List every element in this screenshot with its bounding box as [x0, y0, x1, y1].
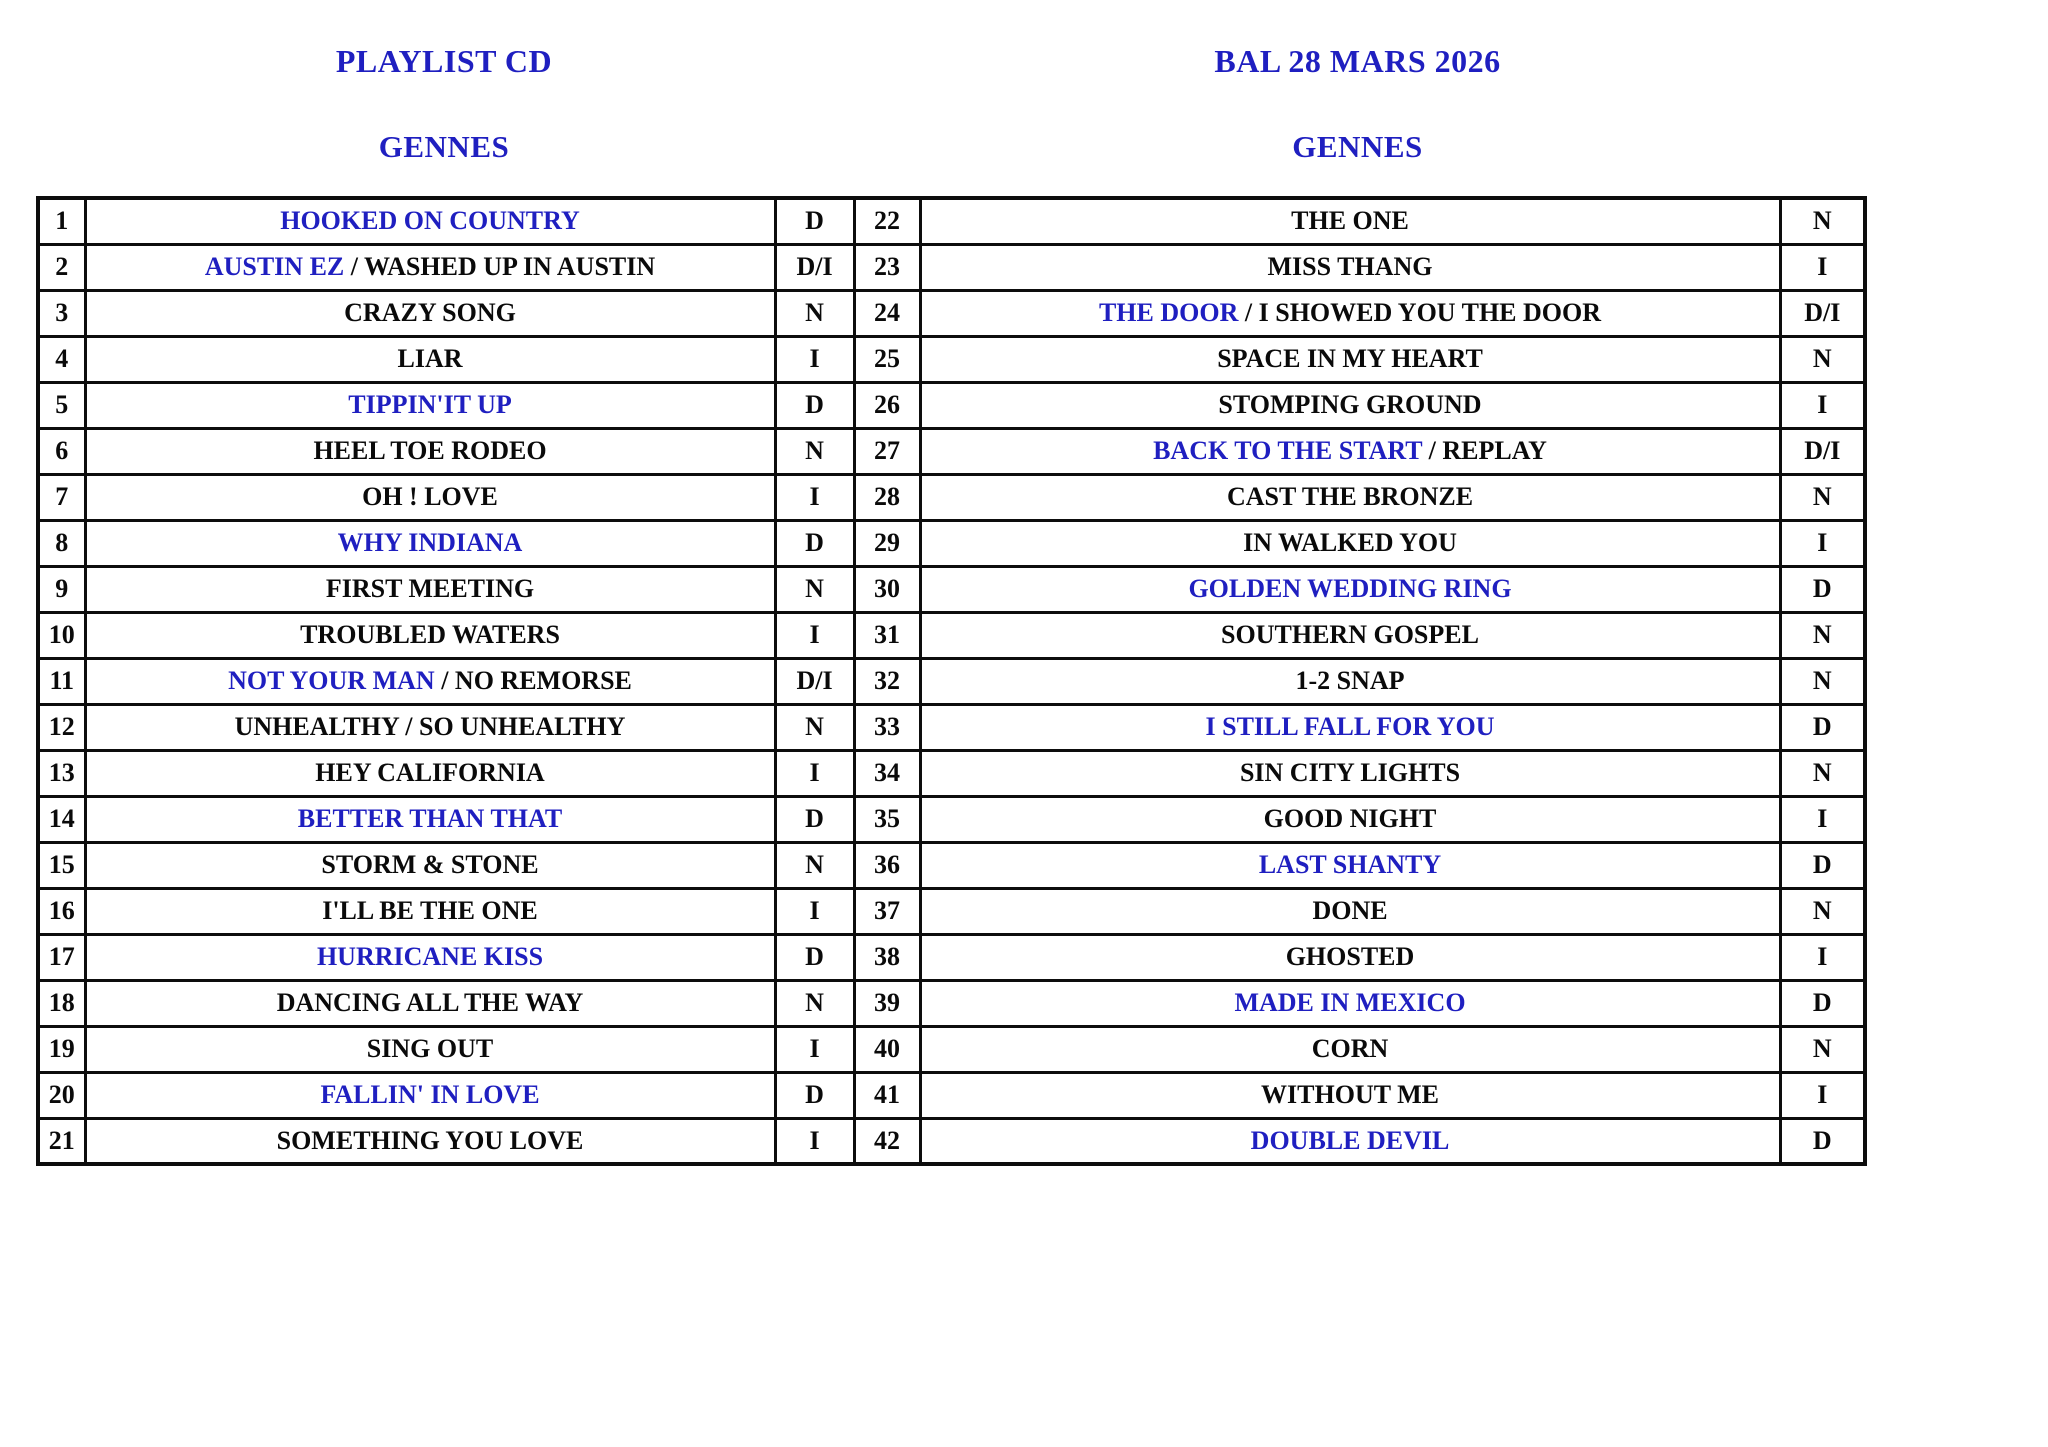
- track-title-highlight: FALLIN' IN LOVE: [320, 1080, 540, 1109]
- left-header-title: PLAYLIST CD: [335, 43, 553, 79]
- table-row: [38, 336, 1865, 382]
- dance-type-code: D: [775, 198, 854, 244]
- track-number: 37: [854, 888, 920, 934]
- dance-type-code: I: [775, 1026, 854, 1072]
- right-header-venue: GENNES: [1292, 129, 1423, 164]
- table-row: [38, 428, 1865, 474]
- table-row: [38, 520, 1865, 566]
- track-title: [920, 888, 1780, 934]
- track-number: 16: [38, 888, 85, 934]
- left-header-venue: GENNES: [378, 129, 510, 164]
- track-number: 7: [38, 474, 85, 520]
- track-title: [920, 842, 1780, 888]
- track-title-highlight: AUSTIN EZ: [204, 252, 345, 281]
- track-title-text: SPACE IN MY HEART: [1217, 344, 1483, 373]
- track-title: [920, 1026, 1780, 1072]
- track-title-text: / I SHOWED YOU THE DOOR: [1238, 298, 1602, 327]
- track-title: [85, 796, 775, 842]
- track-number: 12: [38, 704, 85, 750]
- header-right-column: [852, 0, 1863, 166]
- track-number: 35: [854, 796, 920, 842]
- track-title: [85, 336, 775, 382]
- track-title-text: GHOSTED: [1285, 942, 1415, 971]
- dance-type-code: I: [775, 750, 854, 796]
- track-number: 21: [38, 1118, 85, 1164]
- track-title: [85, 658, 775, 704]
- track-title: [920, 566, 1780, 612]
- table-row: [38, 1072, 1865, 1118]
- track-title: [920, 244, 1780, 290]
- track-number: 36: [854, 842, 920, 888]
- dance-type-code: D: [775, 382, 854, 428]
- dance-type-code: D/I: [775, 244, 854, 290]
- track-number: 9: [38, 566, 85, 612]
- track-title: [85, 428, 775, 474]
- track-title-text: STOMPING GROUND: [1218, 390, 1482, 419]
- track-number: 27: [854, 428, 920, 474]
- dance-type-code: I: [1780, 520, 1865, 566]
- track-title-text: DANCING ALL THE WAY: [276, 988, 584, 1017]
- track-title-text: / NO REMORSE: [434, 666, 632, 695]
- playlist-table: [36, 196, 1867, 1166]
- dance-type-code: D: [1780, 1118, 1865, 1164]
- track-title: [85, 1118, 775, 1164]
- dance-type-code: I: [775, 888, 854, 934]
- dance-type-code: N: [1780, 1026, 1865, 1072]
- dance-type-code: I: [775, 1118, 854, 1164]
- track-number: 19: [38, 1026, 85, 1072]
- dance-type-code: N: [1780, 658, 1865, 704]
- track-title: [920, 198, 1780, 244]
- playlist-table-body: [38, 198, 1865, 1164]
- track-title: [920, 1072, 1780, 1118]
- table-row: [38, 1118, 1865, 1164]
- table-row: [38, 244, 1865, 290]
- track-title: [920, 612, 1780, 658]
- track-number: 24: [854, 290, 920, 336]
- track-number: 40: [854, 1026, 920, 1072]
- right-header-title: BAL 28 MARS 2026: [1214, 43, 1501, 79]
- track-number: 3: [38, 290, 85, 336]
- track-number: 4: [38, 336, 85, 382]
- track-title-highlight: LAST SHANTY: [1258, 850, 1442, 879]
- track-number: 5: [38, 382, 85, 428]
- track-title-highlight: TIPPIN'IT UP: [348, 390, 512, 419]
- track-title-text: SIN CITY LIGHTS: [1239, 758, 1461, 787]
- track-title: [85, 382, 775, 428]
- track-title-text: SING OUT: [366, 1034, 494, 1063]
- track-title-highlight: I STILL FALL FOR YOU: [1205, 712, 1495, 741]
- track-title: [920, 474, 1780, 520]
- table-row: [38, 888, 1865, 934]
- track-title-highlight: WHY INDIANA: [337, 528, 523, 557]
- track-title: [920, 382, 1780, 428]
- track-title-highlight: BACK TO THE START: [1153, 436, 1423, 465]
- track-number: 32: [854, 658, 920, 704]
- dance-type-code: I: [1780, 796, 1865, 842]
- track-number: 30: [854, 566, 920, 612]
- track-number: 10: [38, 612, 85, 658]
- track-title-text: STORM & STONE: [321, 850, 539, 879]
- track-title-text: HEY CALIFORNIA: [315, 758, 545, 787]
- dance-type-code: D: [1780, 980, 1865, 1026]
- table-row: [38, 290, 1865, 336]
- track-title-highlight: MADE IN MEXICO: [1234, 988, 1466, 1017]
- dance-type-code: N: [775, 704, 854, 750]
- track-title-text: CRAZY SONG: [344, 298, 516, 327]
- table-row: [38, 934, 1865, 980]
- table-row: [38, 566, 1865, 612]
- track-number: 15: [38, 842, 85, 888]
- dance-type-code: D: [1780, 704, 1865, 750]
- track-title: [85, 934, 775, 980]
- track-title-highlight: HOOKED ON COUNTRY: [280, 206, 580, 236]
- track-number: 25: [854, 336, 920, 382]
- track-number: 2: [38, 244, 85, 290]
- track-number: 13: [38, 750, 85, 796]
- track-title: [920, 1118, 1780, 1164]
- track-number: 39: [854, 980, 920, 1026]
- table-row: [38, 198, 1865, 244]
- dance-type-code: N: [1780, 750, 1865, 796]
- dance-type-code: N: [1780, 474, 1865, 520]
- track-title-highlight: NOT YOUR MAN: [228, 666, 435, 695]
- track-title-text: TROUBLED WATERS: [300, 620, 560, 649]
- track-title-text: / WASHED UP IN AUSTIN: [344, 252, 656, 281]
- track-title-text: CAST THE BRONZE: [1226, 482, 1474, 511]
- dance-type-code: N: [1780, 612, 1865, 658]
- track-number: 26: [854, 382, 920, 428]
- dance-type-code: I: [775, 474, 854, 520]
- track-title: [85, 198, 775, 244]
- track-number: 14: [38, 796, 85, 842]
- dance-type-code: D/I: [775, 658, 854, 704]
- track-title: [85, 704, 775, 750]
- track-title: [920, 704, 1780, 750]
- track-title-text: HEEL TOE RODEO: [313, 436, 547, 465]
- dance-type-code: N: [775, 566, 854, 612]
- dance-type-code: N: [1780, 198, 1865, 244]
- dance-type-code: D: [1780, 842, 1865, 888]
- track-number: 23: [854, 244, 920, 290]
- track-title-text: GOOD NIGHT: [1263, 804, 1437, 833]
- track-title-highlight: BETTER THAN THAT: [297, 804, 563, 833]
- track-title: [85, 290, 775, 336]
- dance-type-code: D/I: [1780, 290, 1865, 336]
- track-title: [85, 980, 775, 1026]
- track-title: [85, 888, 775, 934]
- track-number: 29: [854, 520, 920, 566]
- table-row: [38, 750, 1865, 796]
- dance-type-code: D/I: [1780, 428, 1865, 474]
- track-title: [920, 750, 1780, 796]
- table-row: [38, 980, 1865, 1026]
- track-title-text: FIRST MEETING: [325, 574, 535, 603]
- track-title-highlight: HURRICANE KISS: [316, 942, 544, 971]
- dance-type-code: I: [1780, 1072, 1865, 1118]
- dance-type-code: N: [1780, 336, 1865, 382]
- track-number: 11: [38, 658, 85, 704]
- header-left-column: [36, 0, 852, 166]
- track-number: 38: [854, 934, 920, 980]
- track-title-text: MISS THANG: [1267, 252, 1433, 281]
- dance-type-code: I: [1780, 382, 1865, 428]
- track-title-text: LIAR: [397, 344, 463, 373]
- track-title-text: CORN: [1311, 1034, 1389, 1063]
- track-number: 33: [854, 704, 920, 750]
- track-number: 34: [854, 750, 920, 796]
- track-title-text: I'LL BE THE ONE: [322, 896, 538, 925]
- track-title-text: SOMETHING YOU LOVE: [276, 1125, 584, 1155]
- track-title-highlight: DOUBLE DEVIL: [1250, 1125, 1450, 1155]
- dance-type-code: D: [775, 1072, 854, 1118]
- dance-type-code: N: [1780, 888, 1865, 934]
- track-title: [920, 428, 1780, 474]
- dance-type-code: N: [775, 980, 854, 1026]
- track-title-text: WITHOUT ME: [1261, 1080, 1439, 1109]
- track-title-text: IN WALKED YOU: [1243, 528, 1457, 557]
- track-title: [85, 566, 775, 612]
- dance-type-code: D: [775, 796, 854, 842]
- table-row: [38, 842, 1865, 888]
- dance-type-code: N: [775, 428, 854, 474]
- dance-type-code: I: [775, 612, 854, 658]
- dance-type-code: N: [775, 290, 854, 336]
- table-row: [38, 796, 1865, 842]
- track-number: 22: [854, 198, 920, 244]
- track-number: 18: [38, 980, 85, 1026]
- track-number: 31: [854, 612, 920, 658]
- dance-type-code: D: [1780, 566, 1865, 612]
- track-title: [85, 520, 775, 566]
- track-title-text: 1-2 SNAP: [1295, 666, 1405, 695]
- dance-type-code: I: [775, 336, 854, 382]
- document-header: [36, 0, 1863, 166]
- track-number: 28: [854, 474, 920, 520]
- track-title-text: OH ! LOVE: [362, 482, 498, 511]
- track-title-text: SOUTHERN GOSPEL: [1221, 620, 1479, 649]
- track-title: [85, 612, 775, 658]
- dance-type-code: D: [775, 520, 854, 566]
- track-title: [85, 1026, 775, 1072]
- track-title: [920, 796, 1780, 842]
- track-title: [920, 520, 1780, 566]
- track-title: [920, 934, 1780, 980]
- dance-type-code: N: [775, 842, 854, 888]
- dance-type-code: D: [775, 934, 854, 980]
- track-number: 1: [38, 198, 85, 244]
- table-row: [38, 382, 1865, 428]
- track-title: [920, 336, 1780, 382]
- dance-type-code: I: [1780, 934, 1865, 980]
- track-number: 8: [38, 520, 85, 566]
- dance-type-code: I: [1780, 244, 1865, 290]
- track-title-text: THE ONE: [1291, 206, 1409, 236]
- track-number: 42: [854, 1118, 920, 1164]
- track-title-text: DONE: [1312, 896, 1388, 925]
- track-number: 41: [854, 1072, 920, 1118]
- track-title: [85, 244, 775, 290]
- track-title: [920, 980, 1780, 1026]
- track-number: 6: [38, 428, 85, 474]
- table-row: [38, 612, 1865, 658]
- track-title: [85, 750, 775, 796]
- track-title: [920, 290, 1780, 336]
- table-row: [38, 474, 1865, 520]
- track-title-highlight: THE DOOR: [1098, 298, 1239, 327]
- track-title-highlight: GOLDEN WEDDING RING: [1188, 574, 1512, 603]
- track-number: 17: [38, 934, 85, 980]
- track-title: [85, 1072, 775, 1118]
- track-number: 20: [38, 1072, 85, 1118]
- table-row: [38, 704, 1865, 750]
- track-title: [85, 474, 775, 520]
- track-title: [85, 842, 775, 888]
- table-row: [38, 658, 1865, 704]
- table-row: [38, 1026, 1865, 1072]
- track-title-text: UNHEALTHY / SO UNHEALTHY: [234, 712, 626, 741]
- track-title: [920, 658, 1780, 704]
- track-title-text: / REPLAY: [1422, 436, 1547, 465]
